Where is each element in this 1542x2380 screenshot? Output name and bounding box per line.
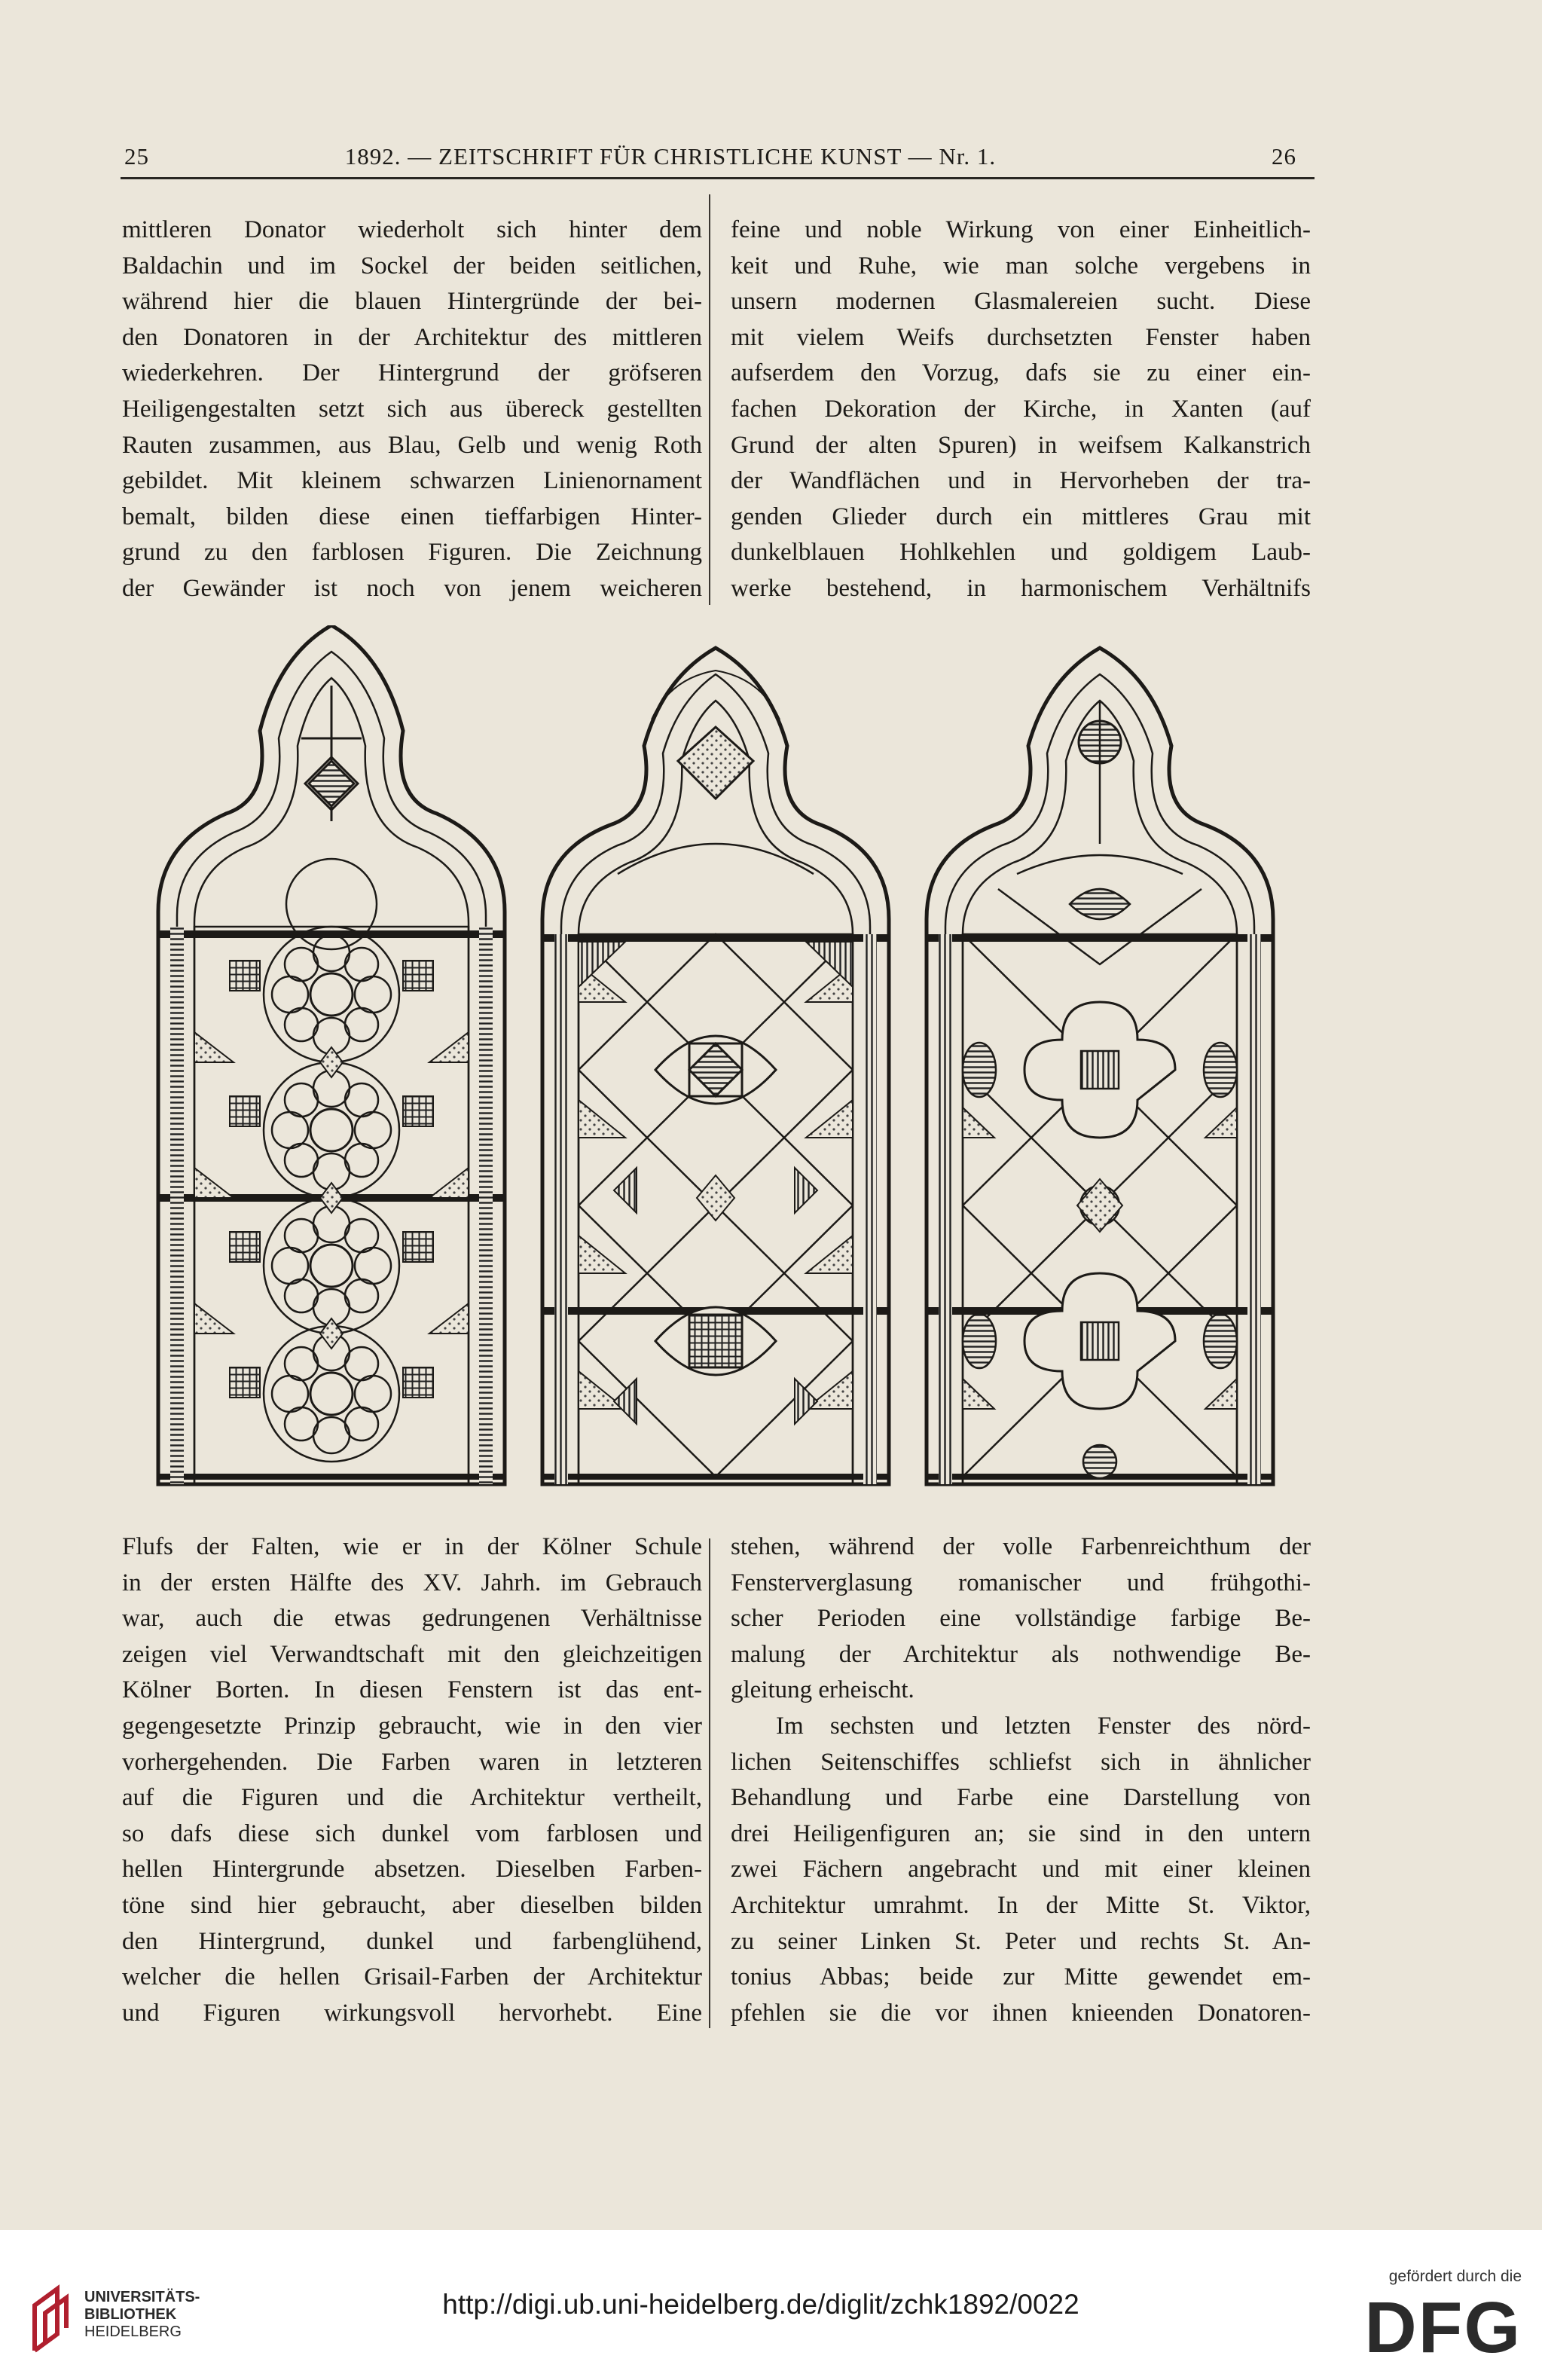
text-column-bottom-left [122,1529,702,2031]
text-line: gleitung erheischt. [731,1676,915,1704]
library-name-line: BIBLIOTHEK [84,2306,177,2323]
library-name [84,2289,200,2341]
text-line: Heiligengestalten setzt sich aus übereck gestellten [122,395,702,423]
text-column-top-right [731,212,1311,607]
text-line: in der ersten Hälfte des XV. Jahrh. im Gebrauch [122,1569,702,1596]
text-line: zu seiner Linken St. Peter und rechts St. An- [731,1927,1311,1955]
text-line: gegengesetzte Prinzip gebraucht, wie in den vier [122,1712,702,1740]
text-line: malung der Architektur als nothwendige Be- [731,1640,1311,1668]
window-right [927,648,1273,1484]
text-line: der Wandflächen und in Hervorheben der tra- [731,467,1311,495]
text-line: werke bestehend, in harmonischem Verhältnifs [731,574,1311,602]
text-line: dunkelblauen Hohlkehlen und goldigem Laub- [731,539,1311,567]
text-line: und Figuren wirkungsvoll hervorhebt. Eine [122,1999,702,2027]
running-title: 1892. — ZEITSCHRIFT FÜR CHRISTLICHE KUNST — Nr. 1. [344,143,997,170]
text-line: den Hintergrund, dunkel und farbenglühend, [122,1927,702,1955]
text-line: Grund der alten Spuren) in weifsem Kalkanstrich [731,431,1311,459]
text-line: welcher die hellen Grisail-Farben der Architektur [122,1963,702,1991]
text-line: hellen Hintergrunde absetzen. Dieselben Farben- [122,1856,702,1884]
text-line: Kölner Borten. In diesen Fenstern ist das ent- [122,1676,702,1704]
text-line: töne sind hier gebraucht, aber dieselben bilden [122,1891,702,1919]
text-line: mit vielem Weifs durchsetzten Fenster haben [731,323,1311,351]
header-rule [121,177,1315,179]
text-line: grund zu den farblosen Figuren. Die Zeichnung [122,539,702,567]
text-line: Fensterverglasung romanischer und frühgothi- [731,1569,1311,1596]
text-line: gebildet. Mit kleinem schwarzen Linienornament [122,467,702,495]
column-rule-top [709,194,710,605]
text-line: mittleren Donator wiederholt sich hinter dem [122,216,702,243]
text-line: aufserdem den Vorzug, dafs sie zu einer ein- [731,359,1311,387]
text-line: Flufs der Falten, wie er in der Kölner Schule [122,1533,702,1560]
column-rule-bottom [709,1538,710,2028]
text-column-bottom-right [731,1529,1311,2031]
page-number-right: 26 [1272,143,1296,170]
text-line: genden Glieder durch ein mittleres Grau mit [731,503,1311,530]
page-number-left: 25 [124,143,149,170]
text-line: lichen Seitenschiffes schliefst sich in ähnlicher [731,1748,1311,1776]
window-middle [542,648,889,1484]
text-line: Architektur umrahmt. In der Mitte St. Viktor, [731,1891,1311,1919]
text-line: den Donatoren in der Architektur des mittleren [122,323,702,351]
library-name-line: HEIDELBERG [84,2323,182,2340]
text-line: Im sechsten und letzten Fenster des nörd- [776,1712,1311,1740]
text-line: Behandlung und Farbe eine Darstellung von [731,1784,1311,1812]
text-line: Baldachin und im Sockel der beiden seitlichen, [122,252,702,280]
text-line: während hier die blauen Hintergründe der bei- [122,288,702,316]
text-line: zwei Fächern angebracht und mit einer kleinen [731,1856,1311,1884]
text-line: fachen Dekoration der Kirche, in Xanten (auf [731,395,1311,423]
text-line: war, auch die etwas gedrungenen Verhältnisse [122,1605,702,1633]
digitization-footer [0,2230,1542,2380]
university-library-logo-icon [29,2283,74,2354]
text-line: bemalt, bilden diese einen tieffarbigen Hinter- [122,503,702,530]
permalink-url[interactable]: http://digi.ub.uni-heidelberg.de/diglit/zchk1892/0022 [442,2289,1079,2320]
text-column-top-left [122,212,702,607]
dfg-logo: DFG [1364,2287,1522,2368]
library-name-line: UNIVERSITÄTS- [84,2289,200,2305]
stained-glass-windows-illustration [147,625,1277,1514]
text-line: feine und noble Wirkung von einer Einheitlich- [731,216,1311,243]
text-line: auf die Figuren und die Architektur vertheilt, [122,1784,702,1812]
text-line: der Gewänder ist noch von jenem weicheren [122,574,702,602]
text-line: pfehlen sie die vor ihnen knieenden Donatoren- [731,1999,1311,2027]
text-line: unsern modernen Glasmalereien sucht. Diese [731,288,1311,316]
text-line: zeigen viel Verwandtschaft mit den gleichzeitigen [122,1640,702,1668]
text-line: Rauten zusammen, aus Blau, Gelb und wenig Roth [122,431,702,459]
text-line: vorhergehenden. Die Farben waren in letzteren [122,1748,702,1776]
text-line: drei Heiligenfiguren an; sie sind in den untern [731,1819,1311,1847]
text-line: stehen, während der volle Farbenreichthum der [731,1533,1311,1560]
text-line: scher Perioden eine vollständige farbige Be- [731,1605,1311,1633]
text-line: tonius Abbas; beide zur Mitte gewendet em- [731,1963,1311,1991]
text-line: keit und Ruhe, wie man solche vergebens in [731,252,1311,280]
sponsor-caption: gefördert durch die [1388,2268,1522,2285]
text-line: so dafs diese sich dunkel vom farblosen und [122,1819,702,1847]
text-line: wiederkehren. Der Hintergrund der gröfseren [122,359,702,387]
window-left [158,625,505,1484]
